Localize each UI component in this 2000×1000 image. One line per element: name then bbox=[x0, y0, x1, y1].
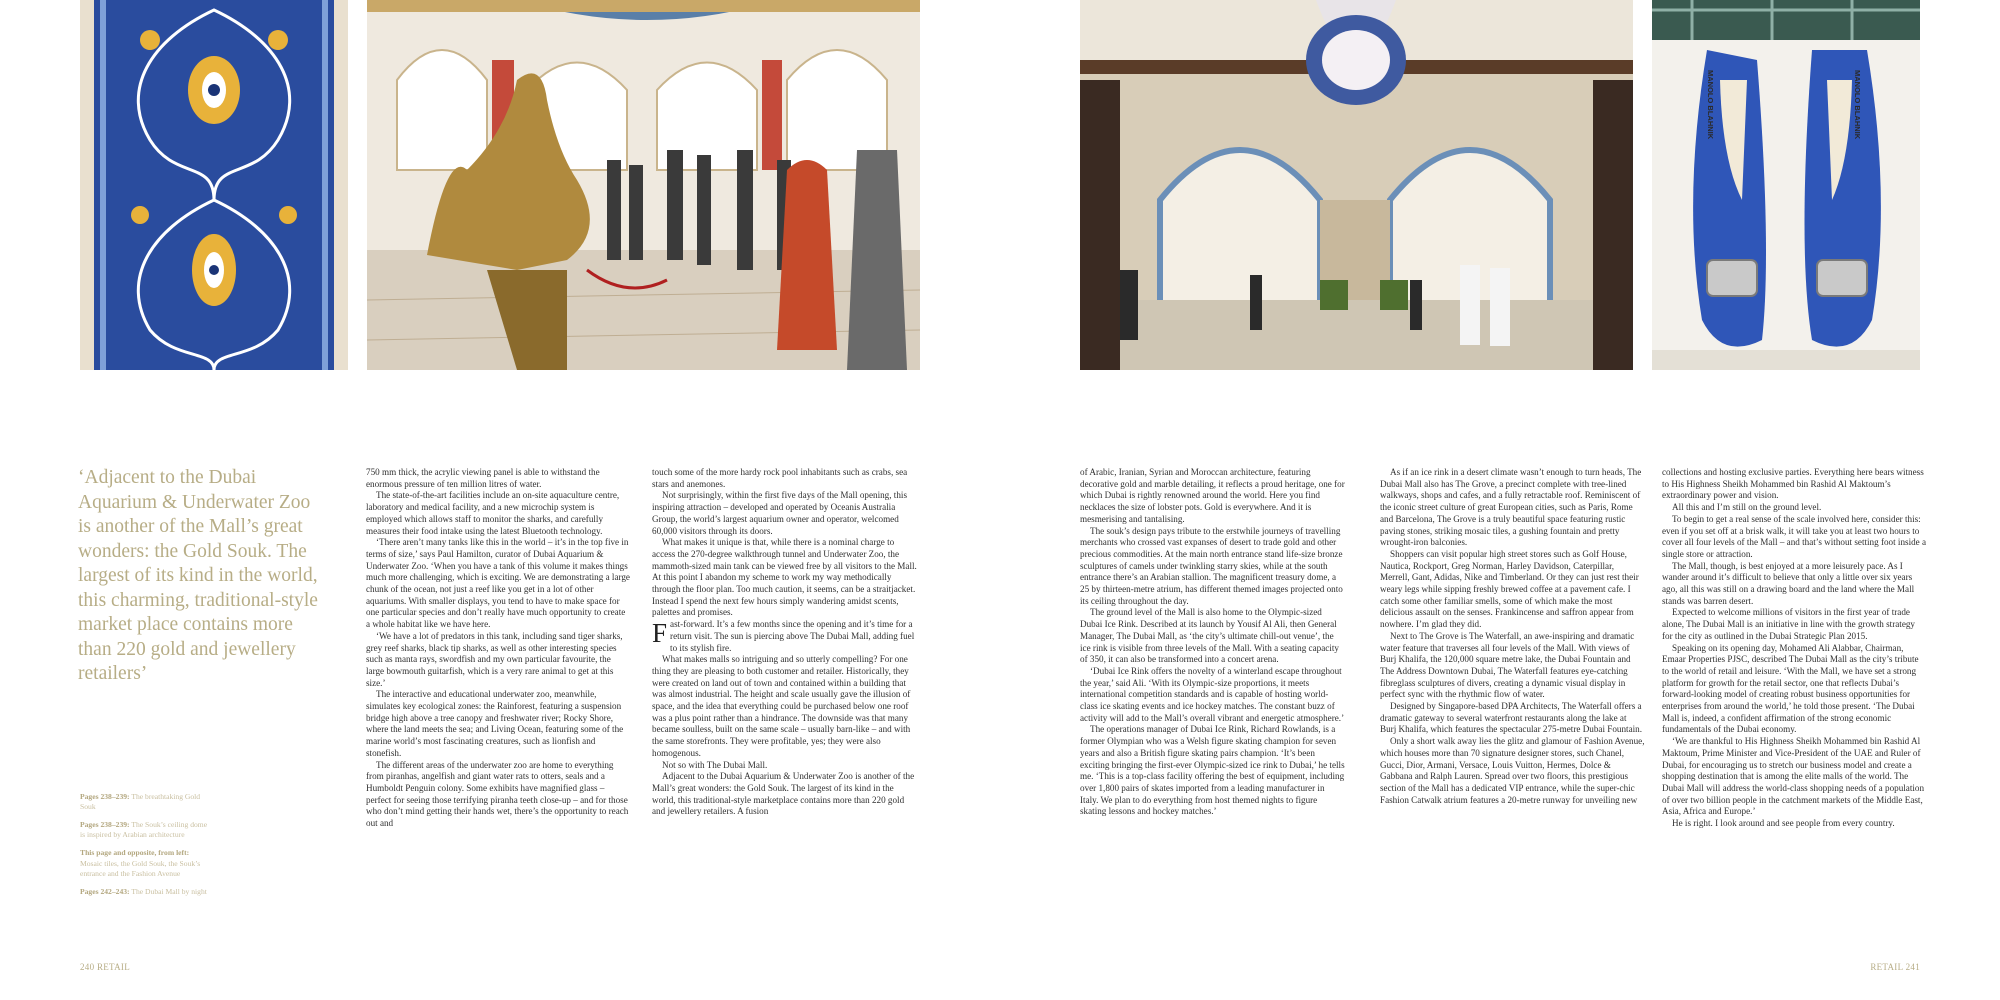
caption-4: Pages 242–243: The Dubai Mall by night bbox=[80, 887, 207, 897]
body-paragraph: The state-of-the-art facilities include an on-site aquaculture centre, laboratory and medical facility, and a new microchip system is employed which allows staff to monitor the sharks, and carefully measures their food intake using the latest Bluetooth technology. bbox=[366, 490, 620, 536]
folio-left: 240 RETAIL bbox=[80, 962, 131, 972]
body-paragraph: Designed by Singapore-based DPA Architects, The Waterfall offers a dramatic gateway to several waterfront restaurants along the lake at Burj Khalifa, which features the spectacular 275-metre Dubai Fountain. bbox=[1380, 701, 1643, 735]
body-paragraph: ‘We are thankful to His Highness Sheikh Mohammed bin Rashid Al Maktoum, Prime Minister and Vice-President of the UAE and Ruler of Dubai, for encouraging us to stretch our business model and create a shopping destination that is among the elite malls of the world. The Dubai Mall will address the world-class shopping needs of a population of over two billion people in the catchment markets of the Middle East, Asia, Africa and Europe.’ bbox=[1662, 736, 1925, 817]
gold-souk-photo bbox=[367, 0, 920, 370]
body-paragraph: ‘There aren’t many tanks like this in the world – it’s in the top five in terms of size,’ says Paul Hamilton, curator of Dubai Aquarium & Underwater Zoo. ‘When you have a tank of this volume it makes things much more challenging, which is exciting. We are demonstrating a large chunk of the ocean, not just a reef like you get in a lot of other aquariums. With smaller displays, you tend to have to make space for one particular species and don’t really have much opportunity to create a whole habitat like we have here. bbox=[366, 537, 630, 630]
body-paragraph: He is right. I look around and see people from every country. bbox=[1672, 818, 1895, 829]
body-paragraph: Not so with The Dubai Mall. bbox=[662, 759, 768, 770]
body-paragraph: of Arabic, Iranian, Syrian and Moroccan architecture, featuring decorative gold and marble detailing, it reflects a proud heritage, one for which Dubai is rightly renowned around the world. Here you find necklaces the size of lobster pots. Gold is everywhere. And it is mesmerising and tantalising. bbox=[1080, 467, 1345, 524]
body-paragraph: ‘We have a lot of predators in this tank, including sand tiger sharks, grey reef sharks, black tip sharks, as well as other interesting species such as manta rays, swordfish and my own particular favourite, the large bowmouth guitarfish, which is a very rare animal to get at this size.’ bbox=[366, 630, 623, 688]
body-paragraph: The Mall, though, is best enjoyed at a more leisurely pace. As I wander around it’s difficult to believe that only a little over six years ago, all this was still on a drawing board and the land where the Mall stands was barren desert. bbox=[1662, 560, 1915, 606]
body-column-1 bbox=[366, 467, 631, 830]
mosaic-tile-photo bbox=[80, 0, 348, 370]
body-paragraph: Expected to welcome millions of visitors in the first year of trade alone, The Dubai Mall is an initiative in line with the growth strategy for the city as outlined in the Dubai Strategic Plan 2015. bbox=[1662, 607, 1915, 641]
body-paragraph: What makes it unique is that, while there is a nominal charge to access the 270-degree walkthrough tunnel and Underwater Zoo, the mammoth-sized main tank can be viewed free by all visitors to the Mall. At this point I abandon my scheme to work my way methodically through the floor plan. Too much caution, it seems, can be a straitjacket. Instead I spend the next few hours simply wandering amidst scents, palettes and promises. bbox=[652, 537, 917, 618]
pull-quote: ‘Adjacent to the Dubai Aquarium & Underwater Zoo is another of the Mall’s great wonders: the Gold Souk. The largest of its kind in the world, this charming, traditional-style market place contains more than 220 gold and jewellery retailers’ bbox=[78, 467, 318, 684]
shoe-label-right: MANOLO BLAHNIK bbox=[1853, 70, 1862, 140]
shoe-label-left: MANOLO BLAHNIK bbox=[1706, 70, 1715, 140]
caption-3: This page and opposite, from left: Mosaic tiles, the Gold Souk, the Souk’s entrance and the Fashion Avenue bbox=[80, 848, 201, 879]
body-paragraph: Fast-forward. It’s a few months since the opening and it’s time for a return visit. The sun is piercing above The Dubai Mall, adding fuel to its stylish fire. bbox=[652, 618, 915, 653]
body-column-3 bbox=[1080, 467, 1345, 818]
body-paragraph: touch some of the more hardy rock pool inhabitants such as crabs, sea stars and anemones. bbox=[652, 467, 908, 489]
body-paragraph: The interactive and educational underwater zoo, meanwhile, simulates key ecological zones: the Rainforest, featuring a suspension bridge high above a tree canopy and freshwater river; Rocky Shore, where the land meets the sea; and Living Ocean, featuring some of the marine world’s most fascinating creatures, such as lionfish and stonefish. bbox=[366, 689, 624, 758]
body-paragraph: Next to The Grove is The Waterfall, an awe-inspiring and dramatic water feature that traverses all four levels of the Mall. With views of Burj Khalifa, the 120,000 square metre lake, the Dubai Fountain and The Address Downtown Dubai, The Waterfall features eye-catching fibreglass sculptures of divers, creating a dynamic visual display in perfect sync with the rhythmic flow of water. bbox=[1380, 630, 1635, 700]
body-paragraph: The souk’s design pays tribute to the erstwhile journeys of travelling merchants who crossed vast expanses of desert to trade gold and other precious commodities. At the main north entrance stand life-size bronze sculptures of camels under twinkling starry skies, while at the south entrance there’s an Arabian stallion. The magnificent treasury dome, a 25 by thirteen-metre atrium, has different themed images projected onto its ceiling throughout the day. bbox=[1080, 525, 1343, 606]
body-paragraph: The ground level of the Mall is also home to the Olympic-sized Dubai Ice Rink. Described at its launch by Yousif Al Ali, then General Manager, The Dubai Mall, as ‘the city’s ultimate chill-out venue’, the ice rink is visible from three levels of the Mall. With a seating capacity of 350, it can also be transformed into a concert arena. bbox=[1080, 607, 1339, 665]
body-column-5 bbox=[1662, 467, 1927, 830]
body-paragraph: collections and hosting exclusive parties. Everything here bears witness to His Highness Sheikh Mohammed bin Rashid Al Maktoum’s extraordinary power and vision. bbox=[1662, 467, 1924, 501]
body-paragraph: The operations manager of Dubai Ice Rink, Richard Rowlands, is a former Olympian who was a Welsh figure skating champion for seven years and also a British figure skating pairs champion. ‘It’s been exciting bringing the first-ever Olympic-sized ice rink to Dubai,’ he tells me. ‘This is a top-class facility offering the best of equipment, including over 1,800 pairs of skates imported from a leading manufacturer in Italy. We plan to do everything from host themed nights to figure skating lessons and hockey matches.’ bbox=[1080, 724, 1345, 817]
body-paragraph: Speaking on its opening day, Mohamed Ali Alabbar, Chairman, Emaar Properties PJSC, described The Dubai Mall as the city’s tribute to the world of retail and leisure. ‘With the Mall, we have set a strong platform for growth for the retail sector, one that reflects Dubai’s forward-looking model of creating robust business opportunities for enterprises from around the world,’ he told those present. ‘The Dubai Mall is, indeed, a confident affirmation of the strong economic fundamentals of the Dubai economy. bbox=[1662, 642, 1919, 735]
body-paragraph: To begin to get a real sense of the scale involved here, consider this: even if you set off at a brisk walk, it will take you at least two hours to cover all four levels of the Mall – and that’s without setting foot inside a single store or attraction. bbox=[1662, 513, 1927, 559]
drop-cap: F bbox=[652, 618, 668, 649]
body-paragraph: The different areas of the underwater zoo are home to everything from piranhas, angelfish and giant water rats to otters, seals and a Humboldt Penguin colony. Some exhibits have magnified glass – perfect for seeing those terrifying piranha teeth close-up – and for those who don’t mind getting their hands wet, there’s the opportunity to reach out and bbox=[366, 759, 629, 829]
caption-1: Pages 238–239: The breathtaking Gold Souk bbox=[80, 791, 201, 811]
caption-2: Pages 238–239: The Souk’s ceiling dome is inspired by Arabian architecture bbox=[80, 820, 208, 840]
body-paragraph: As if an ice rink in a desert climate wasn’t enough to turn heads, The Dubai Mall also has The Grove, a precinct complete with tree-lined walkways, shops and cafes, and a fully retractable roof. Reminiscent of the iconic street culture of great European cities, such as Paris, Rome and Barcelona, The Grove is a truly beautiful space featuring rustic paving stones, striking mosaic tiles, a gushing fountain and pretty wrought-iron balconies. bbox=[1380, 467, 1642, 548]
body-column-4 bbox=[1380, 467, 1645, 806]
folio-right: RETAIL 241 bbox=[1870, 962, 1920, 972]
body-paragraph: Only a short walk away lies the glitz and glamour of Fashion Avenue, which houses more than 70 signature designer stores, such Chanel, Gucci, Dior, Armani, Versace, Louis Vuitton, Hermes, Dolce & Gabbana and Ralph Lauren. Spread over two floors, this prestigious section of the Mall has a dedicated VIP entrance, while the super-chic Fashion Catwalk atrium features a 20-metre runway for unveiling new bbox=[1380, 736, 1645, 805]
body-paragraph: What makes malls so intriguing and so utterly compelling? For one thing they are pleasing to both customer and retailer. Historically, they were created on land out of town and contained within a building that was almost industrial. The height and scale usually gave the illusion of space, and the idea that everything could be purchased below one roof was a plus point rather than a hindrance. The downside was that many became soulless, built on the same scale – usually barn-like – and with the same storefronts. They were profitable, yes; they were also homogenous. bbox=[652, 654, 911, 758]
photo-captions bbox=[80, 784, 210, 905]
body-paragraph: 750 mm thick, the acrylic viewing panel is able to withstand the enormous pressure of ten million litres of water. bbox=[366, 467, 600, 489]
body-paragraph: All this and I’m still on the ground level. bbox=[1672, 502, 1822, 513]
body-paragraph: Adjacent to the Dubai Aquarium & Underwater Zoo is another of the Mall’s great wonders: the Gold Souk. The largest of its kind in the world, this traditional-style marketplace contains more than 220 gold and jewellery retailers. A fusion bbox=[652, 771, 915, 817]
body-column-2 bbox=[652, 467, 917, 818]
arched-hall-photo bbox=[1080, 0, 1633, 370]
body-paragraph: Not surprisingly, within the first five days of the Mall opening, this inspiring attraction – developed and operated by Oceanis Australia Group, the world’s largest aquarium owner and operator, welcomed 60,000 visitors through its doors. bbox=[652, 490, 907, 536]
shoes-photo bbox=[1652, 0, 1920, 370]
body-paragraph: ‘Dubai Ice Rink offers the novelty of a winterland escape throughout the year,’ said Ali. ‘With its Olympic-size proportions, it meets international competition standards and is capable of hosting world-class ice skating events and ice hockey matches. The constant buzz of activity will add to the Mall’s overall vibrant and energetic atmosphere.’ bbox=[1080, 665, 1345, 723]
body-paragraph: Shoppers can visit popular high street stores such as Golf House, Nautica, Rockport, Greg Norman, Harley Davidson, Caterpillar, Merrell, Gant, Adidas, Nike and Timberland. Or they can just rest their weary legs while sipping freshly brewed coffee at a pavement cafe. I catch some other familiar smells, some of which make the most delicious assault on the senses. Frankincense and saffron appear from nowhere. I’m glad they did. bbox=[1380, 548, 1639, 630]
